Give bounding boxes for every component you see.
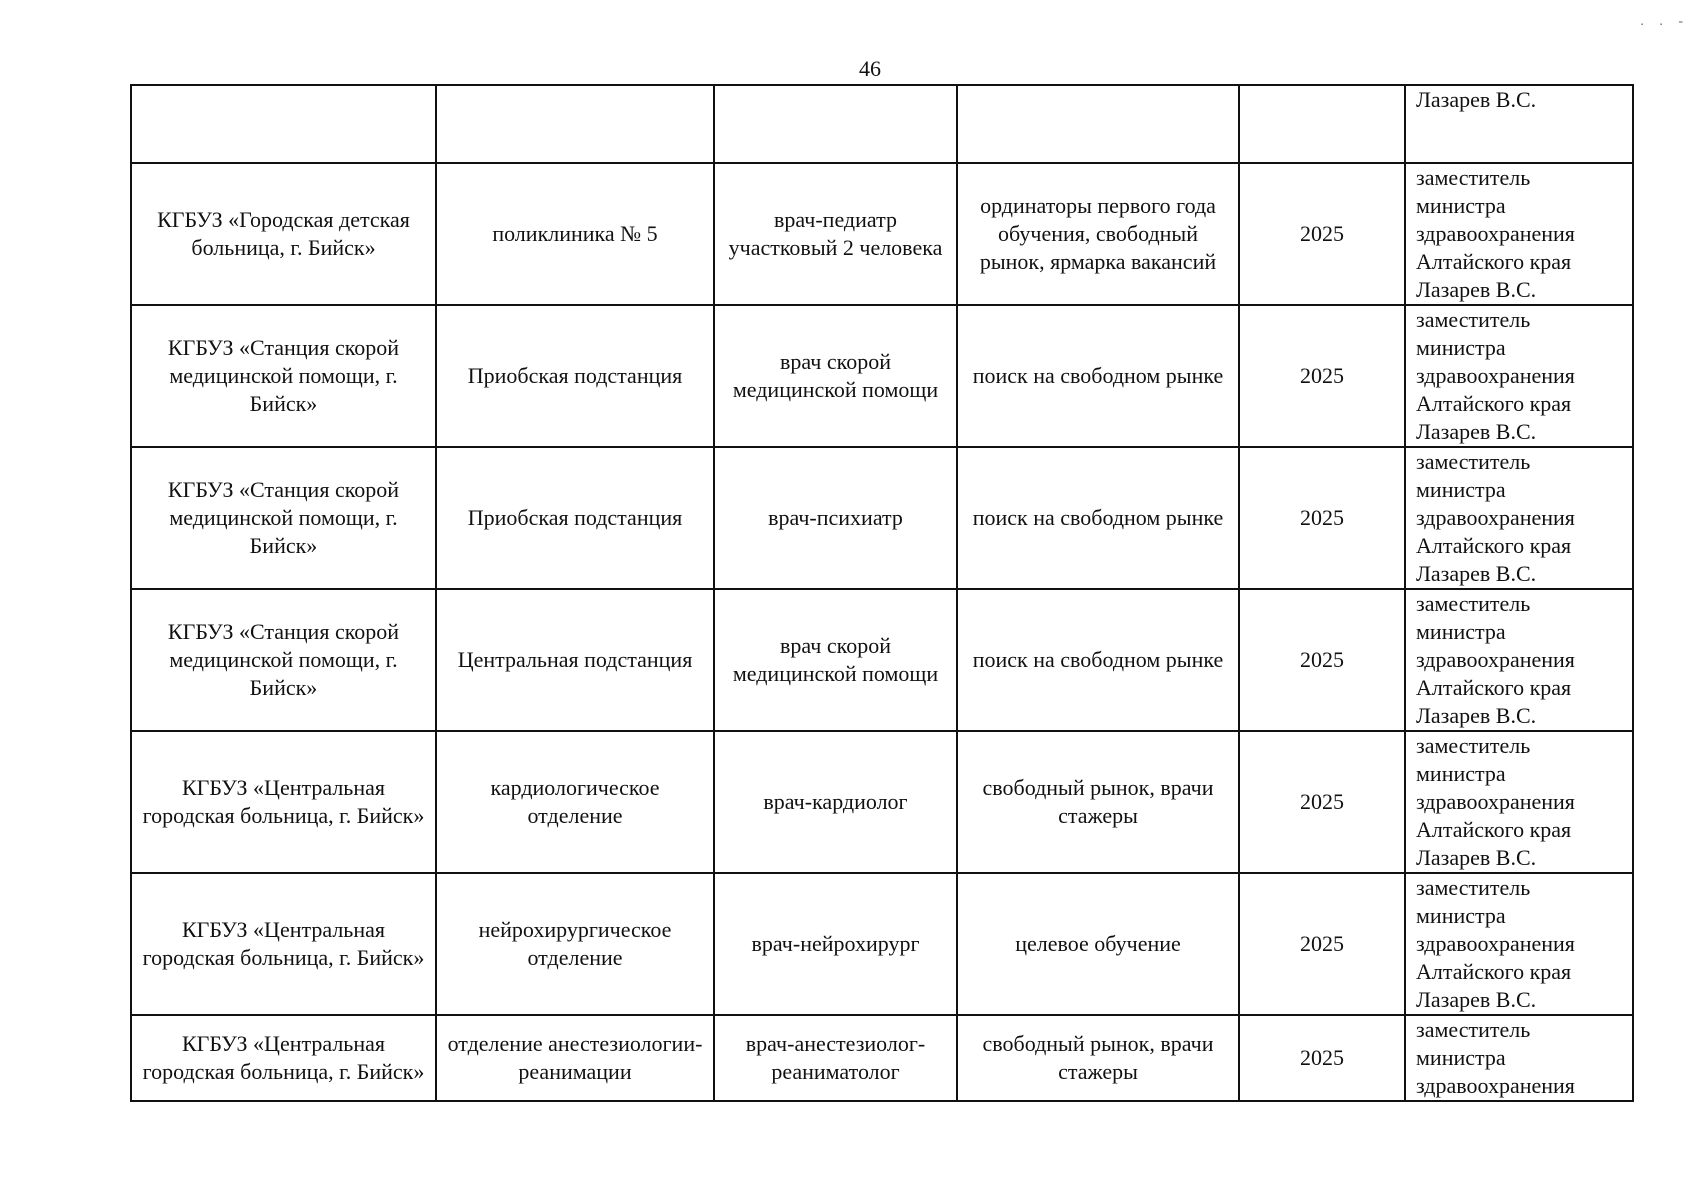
institution-cell: КГБУЗ «Станция скорой медицинской помощи, г. Бийск» <box>131 589 436 731</box>
staffing-table <box>130 84 1634 1102</box>
table-row <box>131 589 1633 731</box>
position-cell: врач-нейрохирург <box>714 873 957 1015</box>
position-cell: врач-кардиолог <box>714 731 957 873</box>
position-cell: врач скорой медицинской помощи <box>714 305 957 447</box>
table-row <box>131 731 1633 873</box>
position-cell: врач-анестезиолог-реаниматолог <box>714 1015 957 1101</box>
unit-cell <box>436 85 714 163</box>
responsible-cell: Лазарев В.С. <box>1405 85 1633 163</box>
table-row <box>131 163 1633 305</box>
institution-cell: КГБУЗ «Центральная городская больница, г. Бийск» <box>131 731 436 873</box>
responsible-cell: заместитель министра здравоохранения Алтайского края Лазарев В.С. <box>1405 589 1633 731</box>
unit-cell: нейрохирургическое отделение <box>436 873 714 1015</box>
source-cell: поиск на свободном рынке <box>957 305 1239 447</box>
position-cell: врач скорой медицинской помощи <box>714 589 957 731</box>
institution-cell: КГБУЗ «Станция скорой медицинской помощи, г. Бийск» <box>131 305 436 447</box>
source-cell <box>957 85 1239 163</box>
table-row <box>131 447 1633 589</box>
year-cell: 2025 <box>1239 1015 1405 1101</box>
institution-cell: КГБУЗ «Центральная городская больница, г. Бийск» <box>131 873 436 1015</box>
year-cell: 2025 <box>1239 447 1405 589</box>
institution-cell: КГБУЗ «Городская детская больница, г. Бийск» <box>131 163 436 305</box>
source-cell: свободный рынок, врачи стажеры <box>957 1015 1239 1101</box>
scan-mark: . . - <box>1640 14 1689 29</box>
position-cell <box>714 85 957 163</box>
responsible-cell: заместитель министра здравоохранения Алтайского края Лазарев В.С. <box>1405 305 1633 447</box>
institution-cell <box>131 85 436 163</box>
table-row <box>131 1015 1633 1101</box>
unit-cell: отделение анестезиологии-реанимации <box>436 1015 714 1101</box>
table-row <box>131 305 1633 447</box>
page-number: 46 <box>859 56 881 81</box>
source-cell: поиск на свободном рынке <box>957 589 1239 731</box>
unit-cell: Центральная подстанция <box>436 589 714 731</box>
table-row <box>131 85 1633 163</box>
source-cell: ординаторы первого года обучения, свободный рынок, ярмарка вакансий <box>957 163 1239 305</box>
responsible-cell: заместитель министра здравоохранения Алтайского края Лазарев В.С. <box>1405 731 1633 873</box>
institution-cell: КГБУЗ «Центральная городская больница, г. Бийск» <box>131 1015 436 1101</box>
source-cell: целевое обучение <box>957 873 1239 1015</box>
responsible-cell: заместитель министра здравоохранения <box>1405 1015 1633 1101</box>
unit-cell: Приобская подстанция <box>436 305 714 447</box>
position-cell: врач-педиатр участковый 2 человека <box>714 163 957 305</box>
year-cell: 2025 <box>1239 589 1405 731</box>
year-cell: 2025 <box>1239 305 1405 447</box>
unit-cell: кардиологическое отделение <box>436 731 714 873</box>
year-cell <box>1239 85 1405 163</box>
responsible-cell: заместитель министра здравоохранения Алтайского края Лазарев В.С. <box>1405 873 1633 1015</box>
table-row <box>131 873 1633 1015</box>
year-cell: 2025 <box>1239 163 1405 305</box>
responsible-cell: заместитель министра здравоохранения Алтайского края Лазарев В.С. <box>1405 447 1633 589</box>
position-cell: врач-психиатр <box>714 447 957 589</box>
institution-cell: КГБУЗ «Станция скорой медицинской помощи, г. Бийск» <box>131 447 436 589</box>
year-cell: 2025 <box>1239 873 1405 1015</box>
year-cell: 2025 <box>1239 731 1405 873</box>
responsible-cell: заместитель министра здравоохранения Алтайского края Лазарев В.С. <box>1405 163 1633 305</box>
source-cell: свободный рынок, врачи стажеры <box>957 731 1239 873</box>
unit-cell: поликлиника № 5 <box>436 163 714 305</box>
source-cell: поиск на свободном рынке <box>957 447 1239 589</box>
unit-cell: Приобская подстанция <box>436 447 714 589</box>
